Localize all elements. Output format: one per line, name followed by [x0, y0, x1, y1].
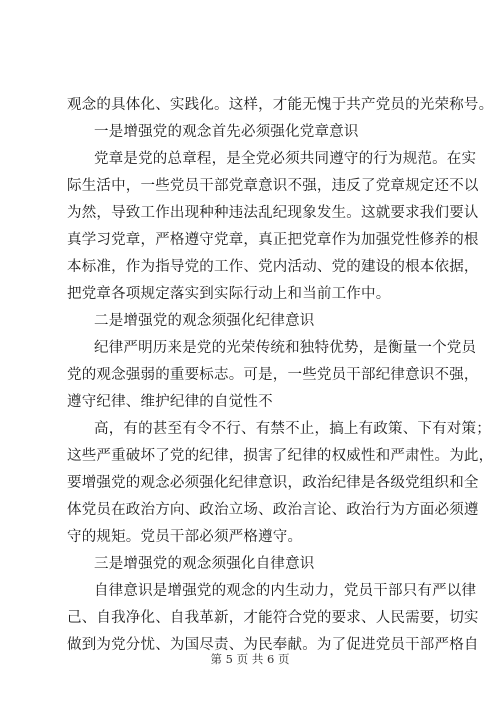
- body-line: 做到为党分忧、为国尽责、为民奉献。为了促进党员干部严格自: [67, 637, 479, 653]
- section-heading: 三是增强党的观念须强化自律意识: [94, 556, 315, 572]
- body-line: 为然，导致工作出现种种违法乱纪现象发生。这就要求我们要认: [67, 205, 479, 221]
- body-line: 际生活中，一些党员干部党章意识不强，违反了党章规定还不以: [67, 178, 479, 194]
- body-line: 纪律严明历来是党的光荣传统和独特优势，是衡量一个党员: [94, 340, 477, 356]
- body-line: 观念的具体化、实践化。这样，才能无愧于共产党员的光荣称号。: [67, 97, 494, 113]
- body-line: 本标准，作为指导党的工作、党内活动、党的建设的根本依据，: [67, 259, 479, 275]
- body-line: 党的观念强弱的重要标志。可是，一些党员干部纪律意识不强，: [67, 367, 479, 383]
- body-line: 要增强党的观念必须强化纪律意识，政治纪律是各级党组织和全: [67, 475, 479, 491]
- body-line: 高，有的甚至有令不行、有禁不止，搞上有政策、下有对策；: [94, 421, 491, 437]
- section-heading: 二是增强党的观念须强化纪律意识: [94, 313, 315, 329]
- body-line: 真学习党章，严格遵守党章，真正把党章作为加强党性修养的根: [67, 232, 479, 248]
- body-line: 守的规矩。党员干部必须严格遵守。: [67, 529, 303, 545]
- page-number-footer: 第 5 页 共 6 页: [210, 652, 290, 666]
- body-line: 己、自我净化、自我革新，才能符合党的要求、人民需要，切实: [67, 610, 479, 626]
- body-line: 体党员在政治方向、政治立场、政治言论、政治行为方面必须遵: [67, 502, 479, 518]
- body-line: 自律意识是增强党的观念的内生动力，党员干部只有严以律: [94, 583, 477, 599]
- body-line: 把党章各项规定落实到实际行动上和当前工作中。: [67, 286, 391, 302]
- body-line: 党章是党的总章程，是全党必须共同遵守的行为规范。在实: [94, 151, 477, 167]
- body-line: 遵守纪律、维护纪律的自觉性不: [67, 394, 273, 410]
- body-line: 这些严重破坏了党的纪律，损害了纪律的权威性和严肃性。为此，: [67, 448, 494, 464]
- section-heading: 一是增强党的观念首先必须强化党章意识: [94, 124, 359, 140]
